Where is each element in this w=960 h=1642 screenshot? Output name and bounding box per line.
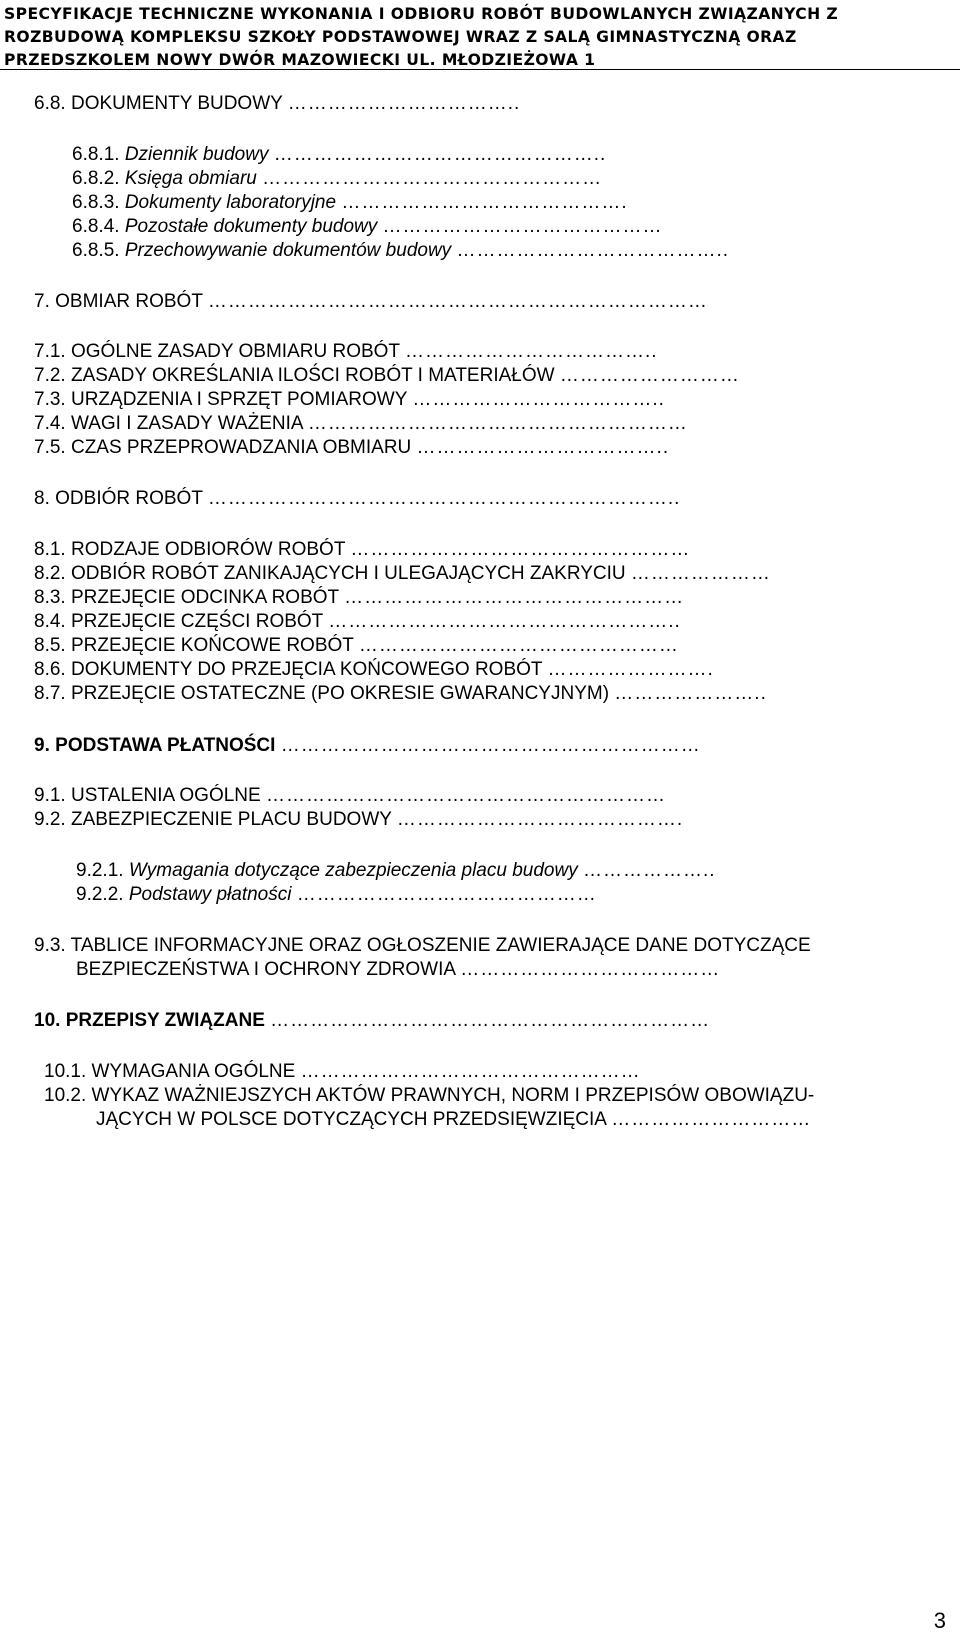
toc-leader: ………………………………… — [460, 959, 721, 980]
toc-title: PODSTAWA PŁATNOŚCI — [55, 735, 276, 756]
toc-entry-7 — [34, 291, 708, 313]
toc-title: DOKUMENTY BUDOWY — [70, 93, 283, 114]
toc-title: CZAS PRZEPROWADZANIA OBMIARU — [70, 437, 412, 458]
toc-title: WYKAZ WAŻNIEJSZYCH AKTÓW PRAWNYCH, NORM I PRZEPISÓW OBOWIĄZU- — [91, 1085, 815, 1106]
toc-leader: ……………………………….. — [404, 341, 658, 362]
toc-number: 8.7. — [34, 683, 66, 704]
toc-number: 8. — [34, 488, 50, 509]
toc-leader: ……………….. — [582, 860, 716, 881]
toc-number: 8.2. — [34, 563, 66, 584]
header-line-1: SPECYFIKACJE TECHNICZNE WYKONANIA I ODBIORU ROBÓT BUDOWLANYCH ZWIĄZANYCH Z — [4, 5, 839, 23]
toc-number: 9.1. — [34, 785, 66, 806]
toc-leader: ………………… — [630, 563, 771, 584]
toc-title: TABLICE INFORMACYJNE ORAZ OGŁOSZENIE ZAWIERAJĄCE DANE DOTYCZĄCE — [70, 935, 811, 956]
toc-entry-6-8-3 — [72, 192, 628, 214]
toc-entry-9 — [34, 735, 701, 757]
toc-leader: ………………………………….. — [456, 240, 730, 261]
toc-title: PRZEJĘCIE KOŃCOWE ROBÓT — [70, 635, 354, 656]
toc-title: JĄCYCH W POLSCE DOTYCZĄCYCH PRZEDSIĘWZIĘCIA — [96, 1109, 606, 1130]
toc-title: PRZEJĘCIE CZĘŚCI ROBÓT — [70, 611, 323, 632]
toc-number: 6.8.4. — [72, 216, 120, 237]
toc-number: 9.2. — [34, 809, 66, 830]
toc-entry-7-1 — [34, 341, 658, 363]
toc-number: 9.2.1. — [76, 860, 124, 881]
toc-title: ODBIÓR ROBÓT ZANIKAJĄCYCH I ULEGAJĄCYCH ZAKRYCIU — [70, 563, 626, 584]
toc-entry-8 — [34, 488, 680, 510]
toc-title: PRZEJĘCIE OSTATECZNE (PO OKRESIE GWARANCYJNYM) — [70, 683, 610, 704]
toc-number: 8.5. — [34, 635, 66, 656]
toc-leader: …………………………………………… — [344, 587, 685, 608]
toc-number: 9.3. — [34, 935, 66, 956]
toc-leader: ………………….. — [614, 683, 767, 704]
toc-entry-10-2 — [44, 1085, 814, 1107]
toc-title: URZĄDZENIA I SPRZĘT POMIAROWY — [70, 389, 408, 410]
toc-leader: …………………………….. — [287, 93, 521, 114]
toc-leader: ……………………………………………………… — [280, 735, 701, 756]
toc-leader: ……………………………………. — [396, 809, 684, 830]
toc-title: ODBIÓR ROBÓT — [55, 488, 203, 509]
toc-entry-8-3 — [34, 587, 684, 609]
toc-number: 7.4. — [34, 413, 66, 434]
toc-entry-6-8-4 — [72, 216, 663, 238]
toc-entry-8-7 — [34, 683, 767, 705]
toc-number: 6.8.3. — [72, 192, 120, 213]
toc-number: 8.6. — [34, 659, 66, 680]
toc-title: DOKUMENTY DO PRZEJĘCIA KOŃCOWEGO ROBÓT — [70, 659, 543, 680]
toc-entry-7-3 — [34, 389, 665, 411]
toc-number: 10.2. — [44, 1085, 87, 1106]
toc-entry-8-4 — [34, 611, 681, 633]
toc-entry-9-1 — [34, 785, 666, 807]
toc-leader: ……………………………………… — [296, 884, 597, 905]
toc-title: RODZAJE ODBIORÓW ROBÓT — [70, 539, 346, 560]
toc-entry-10-1 — [44, 1061, 641, 1083]
toc-entry-9-3-continued — [76, 959, 720, 981]
header-line-3: PRZEDSZKOLEM NOWY DWÓR MAZOWIECKI UL. MŁODZIEŻOWA 1 — [4, 51, 596, 69]
toc-title: Księga obmiaru — [124, 168, 257, 189]
toc-leader: ………………………………………….. — [273, 144, 607, 165]
toc-title: Przechowywanie dokumentów budowy — [124, 240, 452, 261]
toc-number: 7. — [34, 291, 50, 312]
toc-number: 6.8.1. — [72, 144, 120, 165]
toc-leader: …………………………………………… — [262, 168, 603, 189]
toc-title: OBMIAR ROBÓT — [55, 291, 203, 312]
toc-entry-9-2 — [34, 809, 683, 831]
toc-number: 10.1. — [44, 1061, 87, 1082]
toc-leader: ………………………………………………………… — [270, 1010, 711, 1031]
toc-leader: …………………………………………………………….. — [207, 488, 681, 509]
toc-entry-7-2 — [34, 365, 740, 387]
toc-leader: ………………………………………………… — [307, 413, 688, 434]
toc-title: Dziennik budowy — [124, 144, 269, 165]
toc-entry-7-4 — [34, 413, 688, 435]
toc-leader: ……………………. — [547, 659, 714, 680]
toc-entry-6-8-2 — [72, 168, 602, 190]
toc-entry-8-6 — [34, 659, 714, 681]
toc-title: BEZPIECZEŃSTWA I OCHRONY ZDROWIA — [76, 959, 455, 980]
toc-title: ZASADY OKREŚLANIA ILOŚCI ROBÓT I MATERIAŁÓW — [70, 365, 555, 386]
toc-number: 9. — [34, 735, 50, 756]
toc-entry-9-3 — [34, 935, 811, 957]
header-line-2: ROZBUDOWĄ KOMPLEKSU SZKOŁY PODSTAWOWEJ WRAZ Z SALĄ GIMNASTYCZNĄ ORAZ — [4, 28, 797, 46]
toc-title: Dokumenty laboratoryjne — [124, 192, 337, 213]
toc-number: 7.3. — [34, 389, 66, 410]
toc-title: PRZEJĘCIE ODCINKA ROBÓT — [70, 587, 339, 608]
toc-entry-8-1 — [34, 539, 690, 561]
toc-title: USTALENIA OGÓLNE — [70, 785, 261, 806]
toc-leader: …………………………………………………… — [265, 785, 666, 806]
toc-leader: ……………………………….. — [416, 437, 670, 458]
toc-number: 7.5. — [34, 437, 66, 458]
toc-title: WAGI I ZASADY WAŻENIA — [70, 413, 303, 434]
toc-number: 10. — [34, 1010, 61, 1031]
toc-title: ZABEZPIECZENIE PLACU BUDOWY — [70, 809, 392, 830]
toc-leader: …………………………………………… — [300, 1061, 641, 1082]
toc-number: 8.3. — [34, 587, 66, 608]
toc-title: WYMAGANIA OGÓLNE — [91, 1061, 296, 1082]
toc-number: 8.4. — [34, 611, 66, 632]
toc-leader: ………………………………………… — [358, 635, 679, 656]
toc-leader: ………………………………………………………………… — [207, 291, 708, 312]
toc-entry-10-2-continued — [96, 1109, 811, 1131]
toc-entry-9-2-1 — [76, 860, 716, 882]
toc-number: 6.8.2. — [72, 168, 120, 189]
toc-number: 7.2. — [34, 365, 66, 386]
toc-entry-9-2-2 — [76, 884, 597, 906]
toc-number: 7.1. — [34, 341, 66, 362]
toc-leader: …………………………………………….. — [328, 611, 681, 632]
toc-title: PRZEPISY ZWIĄZANE — [65, 1010, 265, 1031]
toc-leader: ………………………… — [611, 1109, 812, 1130]
toc-leader: ……………………… — [559, 365, 740, 386]
toc-title: Podstawy płatności — [128, 884, 292, 905]
toc-number: 8.1. — [34, 539, 66, 560]
toc-leader: …………………………………… — [382, 216, 663, 237]
page-number: 3 — [933, 1608, 946, 1633]
toc-leader: ……………………………….. — [412, 389, 665, 410]
toc-entry-10 — [34, 1010, 710, 1032]
toc-entry-6-8-5 — [72, 240, 729, 262]
toc-leader: ……………………………………. — [341, 192, 628, 213]
toc-entry-8-5 — [34, 635, 679, 657]
toc-title: OGÓLNE ZASADY OBMIARU ROBÓT — [70, 341, 400, 362]
toc-title: Pozostałe dokumenty budowy — [124, 216, 378, 237]
toc-entry-6-8-1 — [72, 144, 606, 166]
toc-entry-6-8 — [34, 93, 520, 115]
toc-title: Wymagania dotyczące zabezpieczenia placu budowy — [128, 860, 578, 881]
toc-number: 9.2.2. — [76, 884, 124, 905]
toc-number: 6.8.5. — [72, 240, 120, 261]
toc-entry-8-2 — [34, 563, 771, 585]
toc-number: 6.8. — [34, 93, 66, 114]
toc-entry-7-5 — [34, 437, 669, 459]
toc-leader: …………………………………………… — [350, 539, 691, 560]
